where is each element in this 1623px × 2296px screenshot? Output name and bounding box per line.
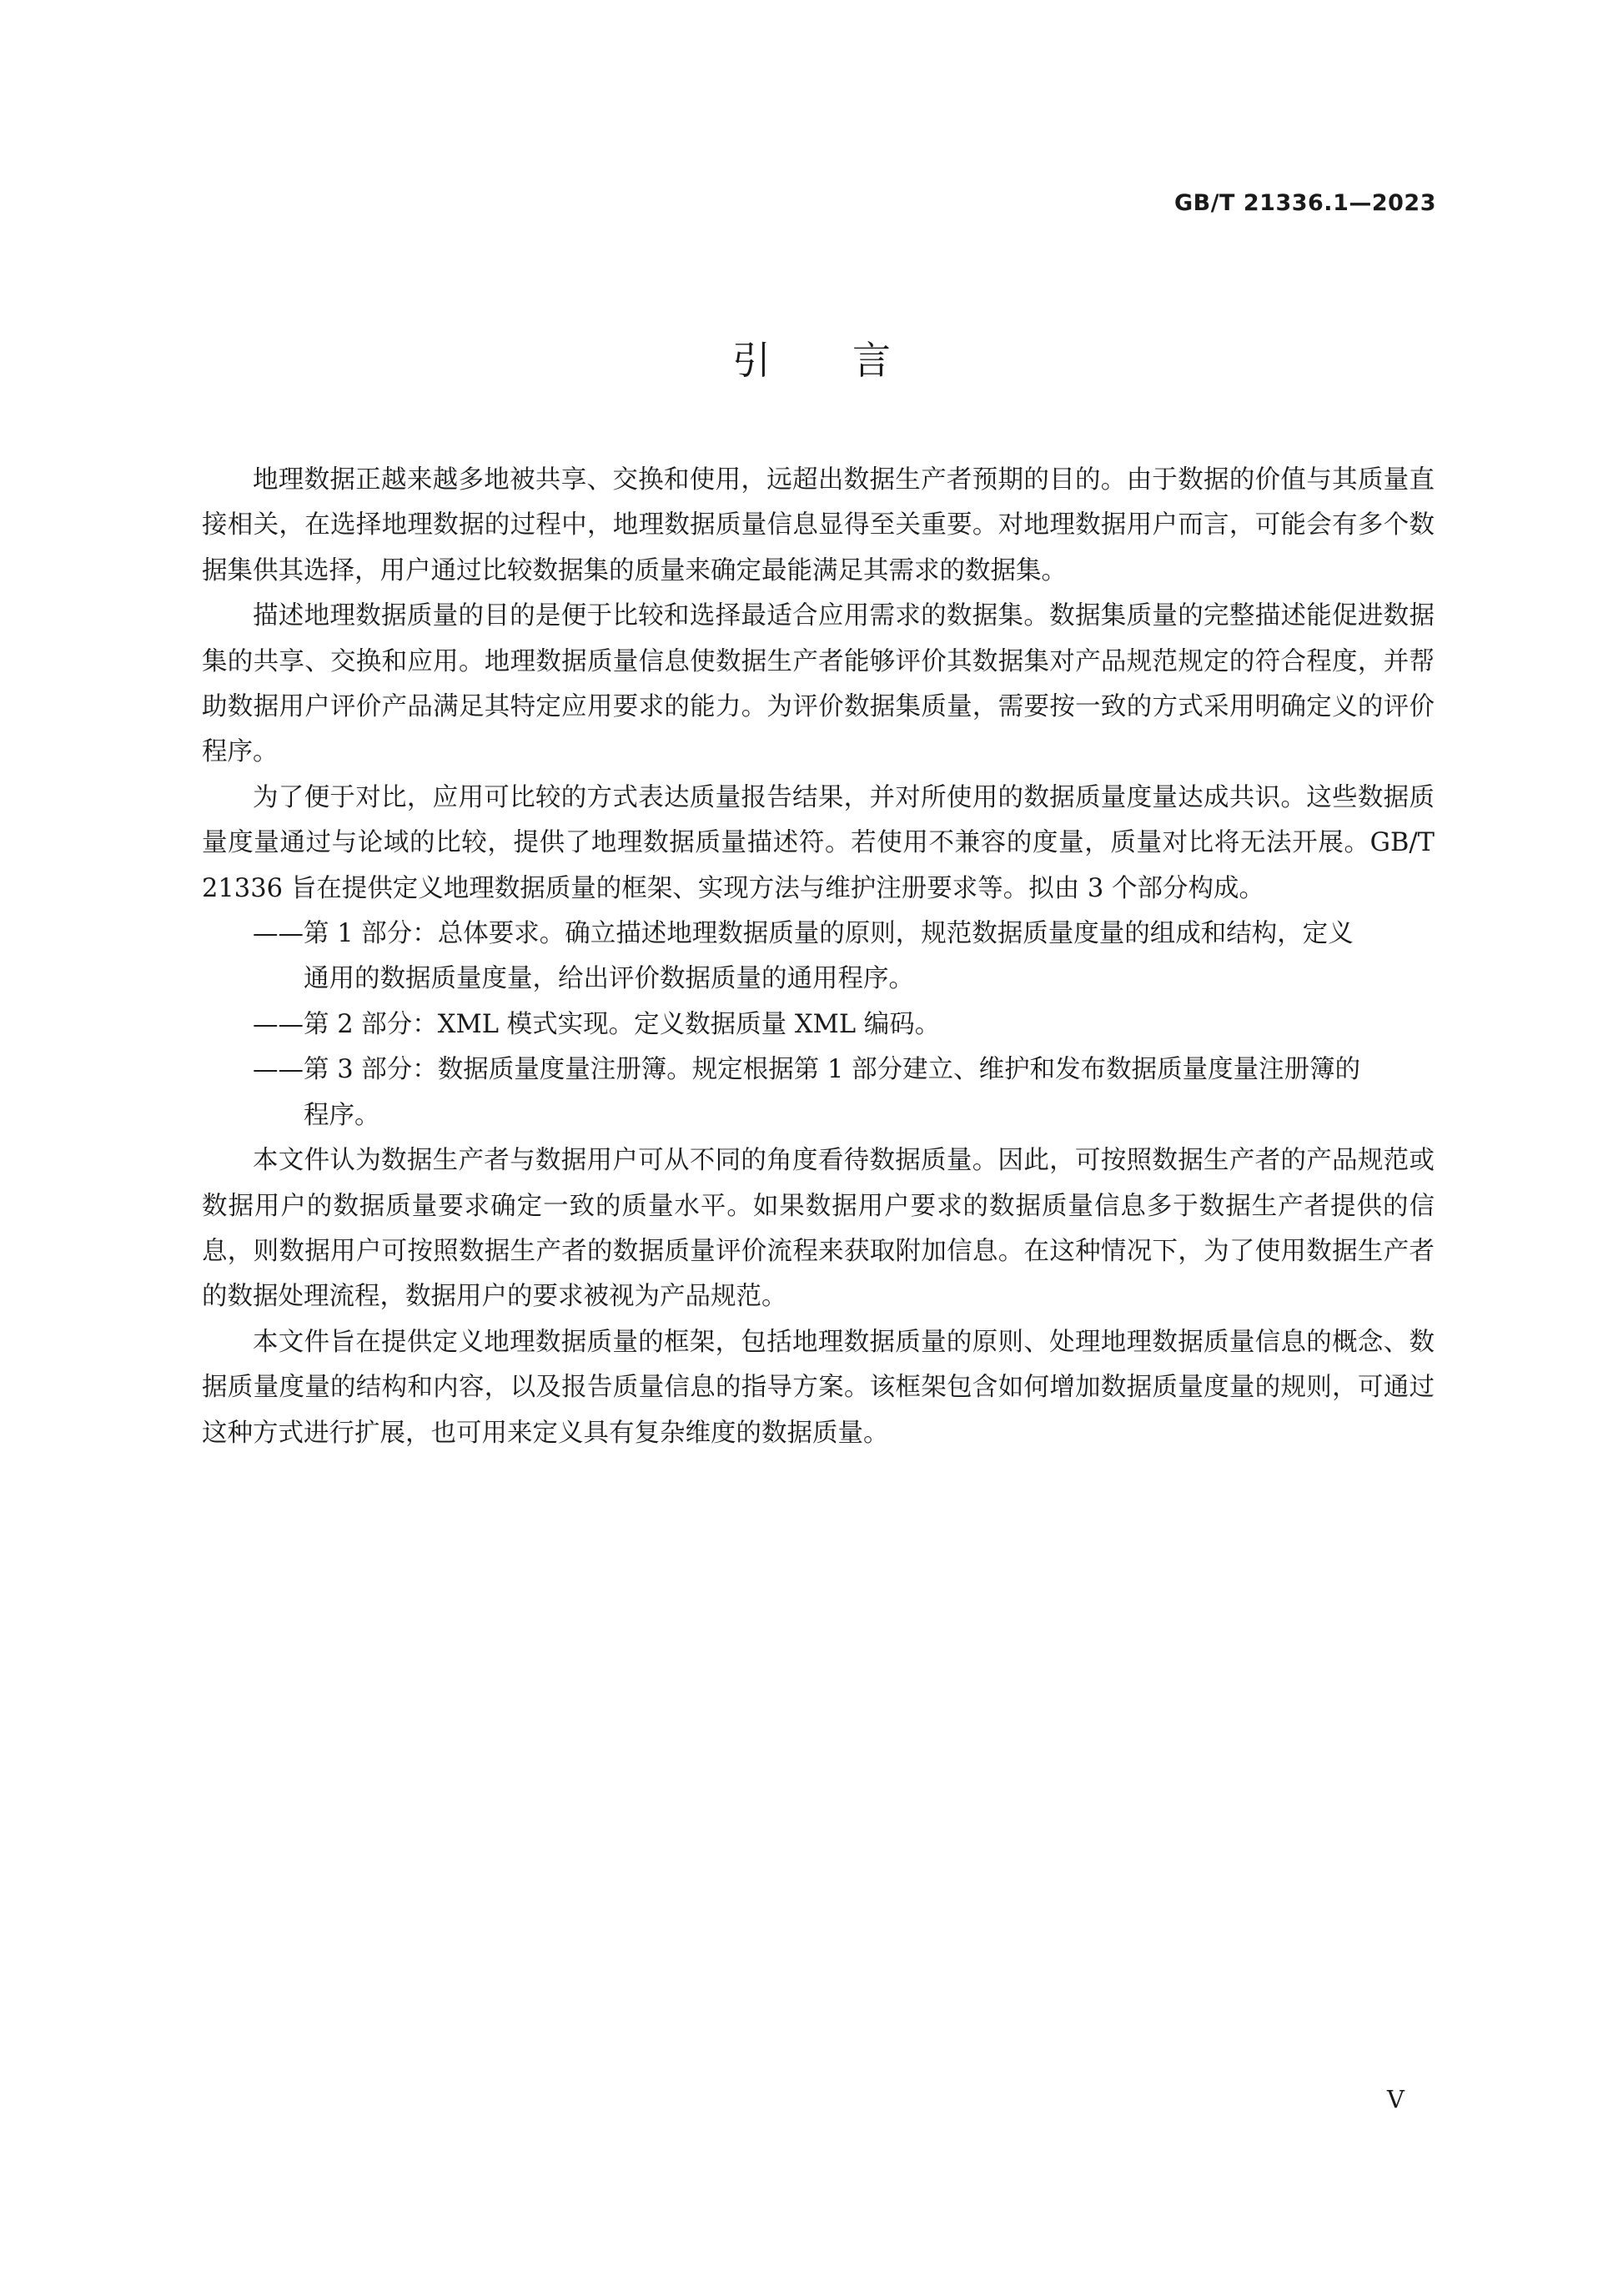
paragraph: 为了便于对比，应用可比较的方式表达质量报告结果，并对所使用的数据质量度量达成共识。这些数据质量度量通过与论域的比较，提供了地理数据质量描述符。若使用不兼容的度量，质量对比将无法开展。GB/T 21336 旨在提供定义地理数据质量的框架、实现方法与维护注册要求等。拟由 3 个部分构成。 — [202, 782, 1435, 903]
list-item-continuation: 程序。 — [304, 1100, 380, 1130]
list-item-text: 第 3 部分：数据质量度量注册簿。规定根据第 1 部分建立、维护和发布数据质量度量注册簿的 — [304, 1055, 1361, 1085]
standard-number: GB/T 21336.1—2023 — [1173, 190, 1436, 216]
list-dash: —— — [253, 1055, 304, 1085]
list-item — [202, 1002, 1435, 1048]
list-item — [202, 912, 1435, 1002]
list-item-text: 第 1 部分：总体要求。确立描述地理数据质量的原则，规范数据质量度量的组成和结构，定义 — [304, 919, 1354, 949]
list-item — [202, 1048, 1435, 1138]
list-item-text: 第 2 部分：XML 模式实现。定义数据质量 XML 编码。 — [304, 1009, 941, 1039]
paragraph: 描述地理数据质量的目的是便于比较和选择最适合应用需求的数据集。数据集质量的完整描述能促进数据集的共享、交换和应用。地理数据质量信息使数据生产者能够评价其数据集对产品规范规定的符合程度，并帮助数据用户评价产品满足其特定应用要求的能力。为评价数据集质量，需要按一致的方式采用明确定义的评价程序。 — [202, 601, 1435, 767]
body-text — [202, 458, 1435, 1456]
paragraph: 本文件认为数据生产者与数据用户可从不同的角度看待数据质量。因此，可按照数据生产者的产品规范或数据用户的数据质量要求确定一致的质量水平。如果数据用户要求的数据质量信息多于数据生产者提供的信息，则数据用户可按照数据生产者的数据质量评价流程来获取附加信息。在这种情况下，为了使用数据生产者的数据处理流程，数据用户的要求被视为产品规范。 — [202, 1146, 1435, 1312]
list-dash: —— — [253, 1009, 304, 1039]
page-number: V — [1387, 2085, 1404, 2113]
paragraph: 本文件旨在提供定义地理数据质量的框架，包括地理数据质量的原则、处理地理数据质量信息的概念、数据质量度量的结构和内容，以及报告质量信息的指导方案。该框架包含如何增加数据质量度量的规则，可通过这种方式进行扩展，也可用来定义具有复杂维度的数据质量。 — [202, 1327, 1435, 1448]
paragraph: 地理数据正越来越多地被共享、交换和使用，远超出数据生产者预期的目的。由于数据的价值与其质量直接相关，在选择地理数据的过程中，地理数据质量信息显得至关重要。对地理数据用户而言，可能会有多个数据集供其选择，用户通过比较数据集的质量来确定最能满足其需求的数据集。 — [202, 465, 1435, 585]
list-dash: —— — [253, 919, 304, 949]
section-title: 引言 — [732, 338, 972, 383]
list-item-continuation: 通用的数据质量度量，给出评价数据质量的通用程序。 — [304, 964, 914, 994]
